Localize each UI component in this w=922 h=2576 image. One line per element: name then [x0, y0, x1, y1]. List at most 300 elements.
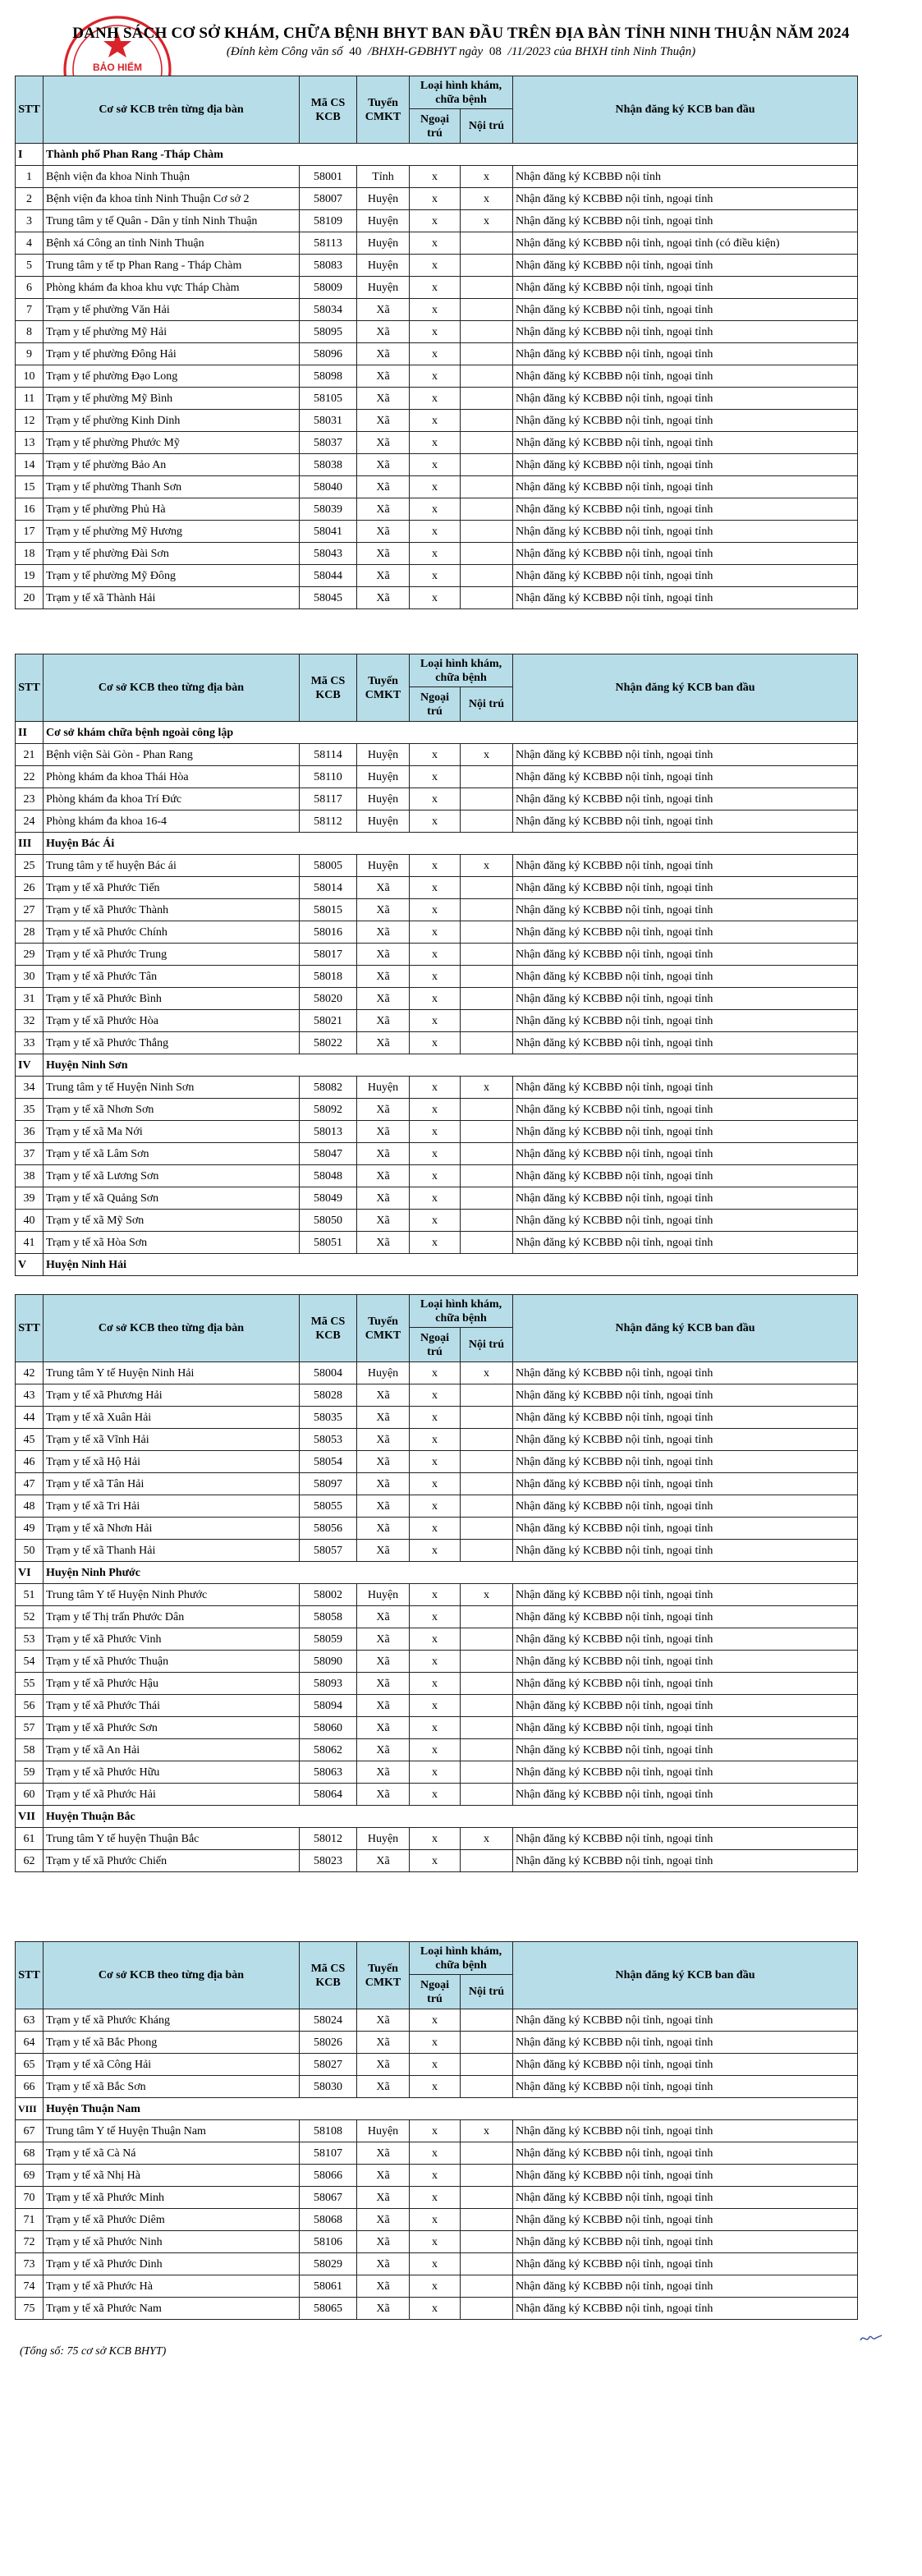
cell-reg: Nhận đăng ký KCBBĐ nội tỉnh, ngoại tỉnh [513, 2032, 858, 2054]
table-row [16, 1518, 858, 1540]
cell-stt: 64 [16, 2032, 44, 2054]
cell-reg: Nhận đăng ký KCBBĐ nội tỉnh, ngoại tỉnh (có điều kiện) [513, 232, 858, 255]
cell-noi [461, 410, 513, 432]
cell-stt: 55 [16, 1673, 44, 1695]
cell-name: Trạm y tế xã Phước Hòa [44, 1010, 300, 1032]
cell-stt: 57 [16, 1717, 44, 1739]
cell-tuyen: Huyện [357, 210, 410, 232]
table-row [16, 2076, 858, 2098]
cell-tuyen: Xã [357, 587, 410, 609]
header-inpatient: Nội trú [461, 109, 513, 144]
cell-tuyen: Xã [357, 921, 410, 944]
cell-stt: 25 [16, 855, 44, 877]
cell-noi [461, 565, 513, 587]
cell-stt: 58 [16, 1739, 44, 1761]
cell-reg: Nhận đăng ký KCBBĐ nội tỉnh, ngoại tỉnh [513, 188, 858, 210]
cell-ngoai: x [410, 1032, 461, 1054]
table-row [16, 1717, 858, 1739]
cell-code: 58043 [300, 543, 357, 565]
cell-reg: Nhận đăng ký KCBBĐ nội tỉnh, ngoại tỉnh [513, 1143, 858, 1165]
cell-tuyen: Xã [357, 543, 410, 565]
cell-name: Trạm y tế xã Phước Bình [44, 988, 300, 1010]
cell-stt: 19 [16, 565, 44, 587]
cell-stt: 50 [16, 1540, 44, 1562]
cell-noi [461, 877, 513, 899]
cell-stt: 51 [16, 1584, 44, 1606]
cell-ngoai: x [410, 454, 461, 476]
cell-code: 58038 [300, 454, 357, 476]
cell-code: 58004 [300, 1362, 357, 1384]
cell-code: 58114 [300, 744, 357, 766]
cell-noi [461, 1384, 513, 1407]
cell-ngoai: x [410, 1761, 461, 1784]
cell-reg: Nhận đăng ký KCBBĐ nội tỉnh, ngoại tỉnh [513, 744, 858, 766]
cell-code: 58059 [300, 1628, 357, 1651]
cell-code: 58056 [300, 1518, 357, 1540]
page-title: DANH SÁCH CƠ SỞ KHÁM, CHỮA BỆNH BHYT BAN ĐẦU TRÊN ĐỊA BÀN TỈNH NINH THUẬN NĂM 2024 [72, 25, 850, 42]
section-row [16, 722, 858, 744]
cell-name: Trạm y tế phường Mỹ Hương [44, 521, 300, 543]
cell-ngoai: x [410, 1695, 461, 1717]
cell-stt: 54 [16, 1651, 44, 1673]
cell-name: Phòng khám đa khoa khu vực Tháp Chàm [44, 277, 300, 299]
cell-name: Trạm y tế xã Nhị Hà [44, 2165, 300, 2187]
cell-noi [461, 343, 513, 365]
cell-stt: 68 [16, 2142, 44, 2165]
cell-tuyen: Xã [357, 1165, 410, 1187]
cell-tuyen: Xã [357, 899, 410, 921]
cell-noi [461, 232, 513, 255]
cell-tuyen: Xã [357, 299, 410, 321]
cell-reg: Nhận đăng ký KCBBĐ nội tỉnh, ngoại tỉnh [513, 454, 858, 476]
cell-ngoai: x [410, 744, 461, 766]
cell-name: Trung tâm Y tế Huyện Thuận Nam [44, 2120, 300, 2142]
section-title: Huyện Thuận Bắc [44, 1806, 858, 1828]
cell-name: Trạm y tế xã Phước Chính [44, 921, 300, 944]
header-facility-code: Mã CS KCB [300, 1942, 357, 2009]
cell-stt: 39 [16, 1187, 44, 1210]
section-number: VII [16, 1806, 44, 1828]
table-row [16, 1673, 858, 1695]
cell-name: Trạm y tế xã Phước Kháng [44, 2009, 300, 2032]
section-title: Cơ sở khám chữa bệnh ngoài công lập [44, 722, 858, 744]
cell-reg: Nhận đăng ký KCBBĐ nội tỉnh, ngoại tỉnh [513, 476, 858, 498]
cell-name: Phòng khám đa khoa 16-4 [44, 810, 300, 833]
cell-ngoai: x [410, 2275, 461, 2298]
table-row [16, 1651, 858, 1673]
cell-reg: Nhận đăng ký KCBBĐ nội tỉnh, ngoại tỉnh [513, 1673, 858, 1695]
cell-noi [461, 810, 513, 833]
cell-noi [461, 1165, 513, 1187]
cell-noi: x [461, 1584, 513, 1606]
cell-code: 58014 [300, 877, 357, 899]
cell-stt: 71 [16, 2209, 44, 2231]
cell-tuyen: Xã [357, 1451, 410, 1473]
table-row [16, 255, 858, 277]
cell-ngoai: x [410, 343, 461, 365]
cell-ngoai: x [410, 1828, 461, 1850]
cell-ngoai: x [410, 166, 461, 188]
table-row [16, 766, 858, 788]
cell-reg: Nhận đăng ký KCBBĐ nội tỉnh, ngoại tỉnh [513, 1495, 858, 1518]
table-row [16, 1606, 858, 1628]
section-title: Huyện Ninh Phước [44, 1562, 858, 1584]
table-row [16, 855, 858, 877]
cell-code: 58066 [300, 2165, 357, 2187]
cell-tuyen: Xã [357, 2165, 410, 2187]
table-row [16, 321, 858, 343]
cell-name: Trung tâm Y tế Huyện Ninh Phước [44, 1584, 300, 1606]
cell-name: Trạm y tế phường Mỹ Đông [44, 565, 300, 587]
cell-noi [461, 2032, 513, 2054]
cell-tuyen: Xã [357, 1407, 410, 1429]
cell-stt: 32 [16, 1010, 44, 1032]
cell-reg: Nhận đăng ký KCBBĐ nội tỉnh, ngoại tỉnh [513, 498, 858, 521]
cell-name: Trạm y tế xã Phước Nam [44, 2298, 300, 2320]
cell-reg: Nhận đăng ký KCBBĐ nội tỉnh, ngoại tỉnh [513, 1165, 858, 1187]
cell-stt: 36 [16, 1121, 44, 1143]
cell-stt: 6 [16, 277, 44, 299]
cell-name: Trạm y tế xã Phước Minh [44, 2187, 300, 2209]
cell-noi [461, 432, 513, 454]
subtitle-mid: /BHXH-GĐBHYT ngày [368, 45, 484, 58]
cell-tuyen: Xã [357, 454, 410, 476]
cell-ngoai: x [410, 788, 461, 810]
table-row [16, 188, 858, 210]
facility-table-2 [15, 654, 858, 1276]
cell-code: 58048 [300, 1165, 357, 1187]
cell-noi [461, 1210, 513, 1232]
cell-tuyen: Xã [357, 1384, 410, 1407]
cell-tuyen: Xã [357, 1606, 410, 1628]
header-registration: Nhận đăng ký KCB ban đầu [513, 654, 858, 722]
cell-code: 58030 [300, 2076, 357, 2098]
table-row [16, 1761, 858, 1784]
cell-name: Trạm y tế xã Bắc Phong [44, 2032, 300, 2054]
cell-reg: Nhận đăng ký KCBBĐ nội tỉnh, ngoại tỉnh [513, 343, 858, 365]
cell-ngoai: x [410, 921, 461, 944]
cell-name: Trạm y tế xã Nhơn Hải [44, 1518, 300, 1540]
cell-reg: Nhận đăng ký KCBBĐ nội tỉnh, ngoại tỉnh [513, 988, 858, 1010]
cell-tuyen: Xã [357, 1651, 410, 1673]
cell-ngoai: x [410, 1407, 461, 1429]
cell-tuyen: Xã [357, 2253, 410, 2275]
cell-name: Trung tâm Y tế huyện Thuận Bắc [44, 1828, 300, 1850]
table-row [16, 2032, 858, 2054]
cell-reg: Nhận đăng ký KCBBĐ nội tỉnh, ngoại tỉnh [513, 1451, 858, 1473]
table-row [16, 1473, 858, 1495]
cell-ngoai: x [410, 2032, 461, 2054]
header-level: Tuyến CMKT [357, 76, 410, 144]
cell-name: Trạm y tế phường Đài Sơn [44, 543, 300, 565]
seal-text-top: BẢO HIỂM [93, 62, 142, 73]
cell-reg: Nhận đăng ký KCBBĐ nội tỉnh, ngoại tỉnh [513, 1232, 858, 1254]
cell-name: Trạm y tế xã Phước Hậu [44, 1673, 300, 1695]
cell-reg: Nhận đăng ký KCBBĐ nội tỉnh, ngoại tỉnh [513, 1473, 858, 1495]
cell-stt: 34 [16, 1077, 44, 1099]
cell-name: Trạm y tế phường Kinh Dinh [44, 410, 300, 432]
cell-tuyen: Xã [357, 1739, 410, 1761]
cell-noi [461, 2009, 513, 2032]
cell-ngoai: x [410, 1628, 461, 1651]
table-row [16, 299, 858, 321]
cell-reg: Nhận đăng ký KCBBĐ nội tỉnh, ngoại tỉnh [513, 899, 858, 921]
cell-reg: Nhận đăng ký KCBBĐ nội tỉnh, ngoại tỉnh [513, 944, 858, 966]
cell-reg: Nhận đăng ký KCBBĐ nội tỉnh, ngoại tỉnh [513, 1717, 858, 1739]
table-row [16, 1407, 858, 1429]
cell-code: 58064 [300, 1784, 357, 1806]
cell-tuyen: Huyện [357, 810, 410, 833]
table-row [16, 1384, 858, 1407]
cell-noi [461, 2298, 513, 2320]
cell-name: Trạm y tế xã Mỹ Sơn [44, 1210, 300, 1232]
cell-tuyen: Huyện [357, 788, 410, 810]
cell-noi [461, 1187, 513, 1210]
cell-reg: Nhận đăng ký KCBBĐ nội tỉnh, ngoại tỉnh [513, 210, 858, 232]
cell-name: Trạm y tế xã Phước Thuận [44, 1651, 300, 1673]
cell-reg: Nhận đăng ký KCBBĐ nội tỉnh, ngoại tỉnh [513, 277, 858, 299]
cell-code: 58045 [300, 587, 357, 609]
header-registration: Nhận đăng ký KCB ban đầu [513, 76, 858, 144]
cell-noi [461, 1495, 513, 1518]
cell-noi [461, 277, 513, 299]
cell-reg: Nhận đăng ký KCBBĐ nội tỉnh, ngoại tỉnh [513, 2165, 858, 2187]
cell-noi [461, 498, 513, 521]
table-row [16, 1695, 858, 1717]
cell-name: Trạm y tế xã Tân Hải [44, 1473, 300, 1495]
cell-noi [461, 2209, 513, 2231]
cell-stt: 10 [16, 365, 44, 388]
cell-code: 58041 [300, 521, 357, 543]
cell-stt: 26 [16, 877, 44, 899]
cell-code: 58047 [300, 1143, 357, 1165]
cell-name: Trạm y tế phường Bảo An [44, 454, 300, 476]
cell-code: 58017 [300, 944, 357, 966]
cell-reg: Nhận đăng ký KCBBĐ nội tỉnh, ngoại tỉnh [513, 2253, 858, 2275]
cell-reg: Nhận đăng ký KCBBĐ nội tỉnh, ngoại tỉnh [513, 2209, 858, 2231]
cell-name: Trạm y tế xã Phước Thái [44, 1695, 300, 1717]
table-row [16, 2275, 858, 2298]
cell-noi [461, 1451, 513, 1473]
table-row [16, 1362, 858, 1384]
cell-noi [461, 255, 513, 277]
cell-stt: 59 [16, 1761, 44, 1784]
cell-name: Trung tâm y tế tp Phan Rang - Tháp Chàm [44, 255, 300, 277]
cell-ngoai: x [410, 210, 461, 232]
table-row [16, 1077, 858, 1099]
header-facility-name: Cơ sở KCB theo từng địa bàn [44, 1942, 300, 2009]
cell-code: 58094 [300, 1695, 357, 1717]
header-service-type: Loại hình khám, chữa bệnh [410, 1942, 513, 1975]
cell-name: Trạm y tế phường Mỹ Bình [44, 388, 300, 410]
table-row [16, 2142, 858, 2165]
cell-name: Trạm y tế phường Phủ Hà [44, 498, 300, 521]
header-outpatient: Ngoại trú [410, 109, 461, 144]
cell-noi [461, 966, 513, 988]
cell-reg: Nhận đăng ký KCBBĐ nội tỉnh, ngoại tỉnh [513, 1407, 858, 1429]
table-row [16, 2054, 858, 2076]
cell-tuyen: Xã [357, 432, 410, 454]
cell-ngoai: x [410, 188, 461, 210]
cell-code: 58054 [300, 1451, 357, 1473]
cell-noi [461, 1761, 513, 1784]
cell-ngoai: x [410, 365, 461, 388]
cell-noi: x [461, 166, 513, 188]
cell-stt: 61 [16, 1828, 44, 1850]
cell-noi [461, 2275, 513, 2298]
cell-noi: x [461, 2120, 513, 2142]
header-stt: STT [16, 76, 44, 144]
cell-reg: Nhận đăng ký KCBBĐ nội tỉnh, ngoại tỉnh [513, 2275, 858, 2298]
cell-tuyen: Xã [357, 2009, 410, 2032]
section-title: Huyện Ninh Sơn [44, 1054, 858, 1077]
cell-name: Phòng khám đa khoa Trí Đức [44, 788, 300, 810]
table-row [16, 966, 858, 988]
section-number: IV [16, 1054, 44, 1077]
section-row [16, 1562, 858, 1584]
header-level: Tuyến CMKT [357, 654, 410, 722]
cell-stt: 72 [16, 2231, 44, 2253]
cell-stt: 52 [16, 1606, 44, 1628]
cell-tuyen: Xã [357, 1628, 410, 1651]
cell-code: 58110 [300, 766, 357, 788]
cell-name: Phòng khám đa khoa Thái Hòa [44, 766, 300, 788]
cell-name: Trạm y tế xã Phước Dinh [44, 2253, 300, 2275]
table-row [16, 2231, 858, 2253]
table-row [16, 1032, 858, 1054]
cell-tuyen: Xã [357, 1210, 410, 1232]
table-row [16, 2009, 858, 2032]
table-row [16, 277, 858, 299]
cell-code: 58053 [300, 1429, 357, 1451]
cell-noi [461, 766, 513, 788]
subtitle-suffix: /11/2023 của BHXH tỉnh Ninh Thuận) [507, 45, 696, 58]
cell-code: 58024 [300, 2009, 357, 2032]
table-row [16, 1165, 858, 1187]
signature-mark [859, 2330, 883, 2345]
cell-noi [461, 476, 513, 498]
header-facility-code: Mã CS KCB [300, 1295, 357, 1362]
cell-code: 58061 [300, 2275, 357, 2298]
cell-code: 58007 [300, 188, 357, 210]
cell-name: Trạm y tế xã Phước Chiến [44, 1850, 300, 1872]
cell-name: Trạm y tế phường Mỹ Hải [44, 321, 300, 343]
table-row [16, 2187, 858, 2209]
header-facility-code: Mã CS KCB [300, 76, 357, 144]
cell-reg: Nhận đăng ký KCBBĐ nội tỉnh, ngoại tỉnh [513, 1362, 858, 1384]
cell-noi [461, 1673, 513, 1695]
cell-code: 58055 [300, 1495, 357, 1518]
cell-ngoai: x [410, 2009, 461, 2032]
cell-reg: Nhận đăng ký KCBBĐ nội tỉnh, ngoại tỉnh [513, 1187, 858, 1210]
cell-code: 58049 [300, 1187, 357, 1210]
cell-code: 58026 [300, 2032, 357, 2054]
table-row [16, 521, 858, 543]
cell-name: Trạm y tế phường Đạo Long [44, 365, 300, 388]
cell-stt: 7 [16, 299, 44, 321]
cell-tuyen: Xã [357, 1761, 410, 1784]
cell-ngoai: x [410, 1187, 461, 1210]
cell-ngoai: x [410, 2253, 461, 2275]
cell-code: 58050 [300, 1210, 357, 1232]
cell-ngoai: x [410, 2187, 461, 2209]
cell-stt: 73 [16, 2253, 44, 2275]
table-row [16, 498, 858, 521]
cell-code: 58068 [300, 2209, 357, 2231]
cell-tuyen: Xã [357, 1495, 410, 1518]
cell-stt: 15 [16, 476, 44, 498]
cell-code: 58016 [300, 921, 357, 944]
cell-tuyen: Xã [357, 1232, 410, 1254]
cell-stt: 28 [16, 921, 44, 944]
cell-tuyen: Xã [357, 966, 410, 988]
cell-stt: 48 [16, 1495, 44, 1518]
section-number: II [16, 722, 44, 744]
table-row [16, 388, 858, 410]
cell-name: Trạm y tế xã Phước Hà [44, 2275, 300, 2298]
cell-reg: Nhận đăng ký KCBBĐ nội tỉnh, ngoại tỉnh [513, 565, 858, 587]
cell-code: 58013 [300, 1121, 357, 1143]
cell-ngoai: x [410, 255, 461, 277]
cell-tuyen: Huyện [357, 766, 410, 788]
cell-stt: 9 [16, 343, 44, 365]
cell-tuyen: Huyện [357, 188, 410, 210]
cell-noi [461, 1540, 513, 1562]
table-row [16, 1099, 858, 1121]
cell-noi [461, 2231, 513, 2253]
cell-noi [461, 2253, 513, 2275]
cell-noi [461, 1407, 513, 1429]
header-registration: Nhận đăng ký KCB ban đầu [513, 1295, 858, 1362]
section-title: Thành phố Phan Rang -Tháp Chàm [44, 144, 858, 166]
cell-tuyen: Xã [357, 1673, 410, 1695]
cell-noi [461, 1784, 513, 1806]
cell-ngoai: x [410, 1210, 461, 1232]
cell-noi [461, 543, 513, 565]
cell-noi [461, 1473, 513, 1495]
cell-tuyen: Xã [357, 498, 410, 521]
cell-code: 58090 [300, 1651, 357, 1673]
cell-code: 58112 [300, 810, 357, 833]
cell-code: 58105 [300, 388, 357, 410]
cell-code: 58106 [300, 2231, 357, 2253]
table-row [16, 1584, 858, 1606]
cell-code: 58083 [300, 255, 357, 277]
section-number: V [16, 1254, 44, 1276]
cell-tuyen: Huyện [357, 1584, 410, 1606]
cell-ngoai: x [410, 1606, 461, 1628]
page-subtitle [0, 45, 922, 59]
cell-name: Trạm y tế phường Phước Mỹ [44, 432, 300, 454]
cell-ngoai: x [410, 1540, 461, 1562]
cell-tuyen: Xã [357, 2076, 410, 2098]
cell-reg: Nhận đăng ký KCBBĐ nội tỉnh, ngoại tỉnh [513, 1584, 858, 1606]
cell-name: Trạm y tế xã Phước Trung [44, 944, 300, 966]
cell-ngoai: x [410, 1495, 461, 1518]
cell-reg: Nhận đăng ký KCBBĐ nội tỉnh, ngoại tỉnh [513, 255, 858, 277]
cell-code: 58035 [300, 1407, 357, 1429]
cell-reg: Nhận đăng ký KCBBĐ nội tỉnh, ngoại tỉnh [513, 365, 858, 388]
cell-name: Trạm y tế xã Thành Hải [44, 587, 300, 609]
cell-stt: 44 [16, 1407, 44, 1429]
cell-code: 58060 [300, 1717, 357, 1739]
table-row [16, 543, 858, 565]
cell-noi: x [461, 744, 513, 766]
cell-code: 58062 [300, 1739, 357, 1761]
cell-ngoai: x [410, 521, 461, 543]
table-row [16, 2253, 858, 2275]
cell-noi: x [461, 188, 513, 210]
